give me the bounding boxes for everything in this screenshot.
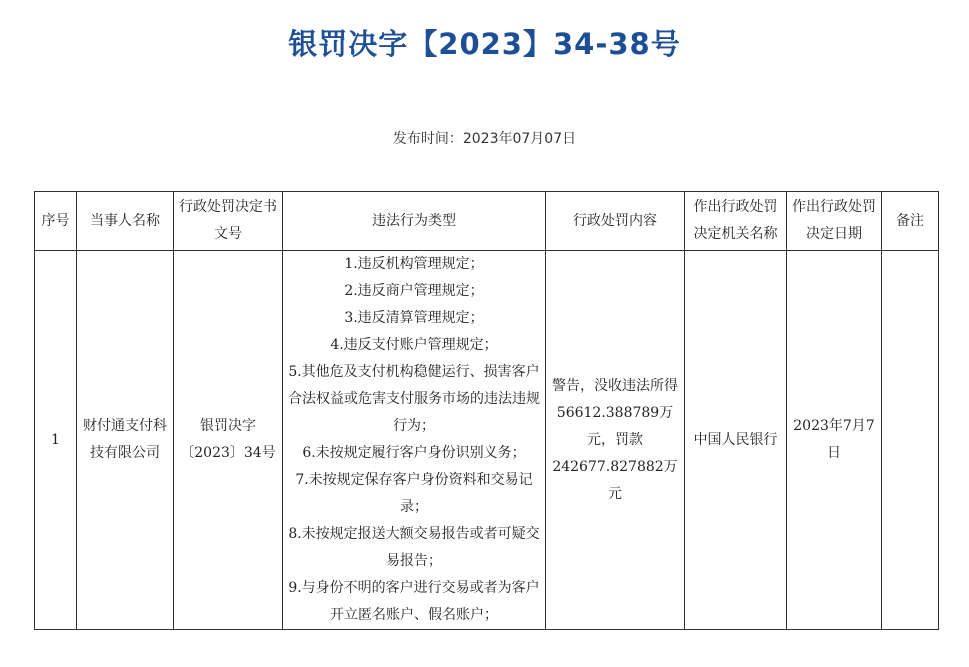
violation-item: 1.违反机构管理规定；	[344, 256, 484, 272]
page-title: 银罚决字【2023】34-38号	[288, 27, 681, 61]
header-index: 序号	[35, 192, 77, 251]
table-row	[35, 251, 939, 630]
cell-index: 1	[35, 251, 77, 630]
header-party: 当事人名称	[77, 192, 174, 251]
penalty-table	[34, 191, 939, 630]
violation-item: 5.其他危及支付机构稳健运行、损害客户合法权益或危害支付服务市场的违法违规行为；	[288, 364, 540, 434]
violation-item: 4.违反支付账户管理规定；	[330, 337, 498, 353]
table-header-row	[35, 192, 939, 251]
header-doc-no: 行政处罚决定书文号	[174, 192, 283, 251]
header-violations: 违法行为类型	[283, 192, 546, 251]
header-note: 备注	[882, 192, 939, 251]
cell-authority: 中国人民银行	[685, 251, 787, 630]
header-date: 作出行政处罚决定日期	[787, 192, 882, 251]
header-authority: 作出行政处罚决定机关名称	[685, 192, 787, 251]
violation-item: 2.违反商户管理规定；	[344, 283, 484, 299]
violation-item: 6.未按规定履行客户身份识别义务；	[302, 445, 526, 461]
header-penalty: 行政处罚内容	[546, 192, 685, 251]
cell-note	[882, 251, 939, 630]
cell-violations	[283, 251, 546, 630]
cell-date: 2023年7月7日	[787, 251, 882, 630]
cell-doc-no: 银罚决字〔2023〕34号	[174, 251, 283, 630]
violation-item: 3.违反清算管理规定；	[344, 310, 484, 326]
violation-item: 9.与身份不明的客户进行交易或者为客户开立匿名账户、假名账户；	[288, 580, 540, 623]
cell-party: 财付通支付科技有限公司	[77, 251, 174, 630]
violation-item: 8.未按规定报送大额交易报告或者可疑交易报告；	[288, 526, 540, 569]
violation-item: 7.未按规定保存客户身份资料和交易记录；	[295, 472, 533, 515]
publish-time: 发布时间：2023年07月07日	[392, 131, 577, 147]
cell-penalty: 警告，没收违法所得56612.388789万元，罚款242677.827882万元	[546, 251, 685, 630]
